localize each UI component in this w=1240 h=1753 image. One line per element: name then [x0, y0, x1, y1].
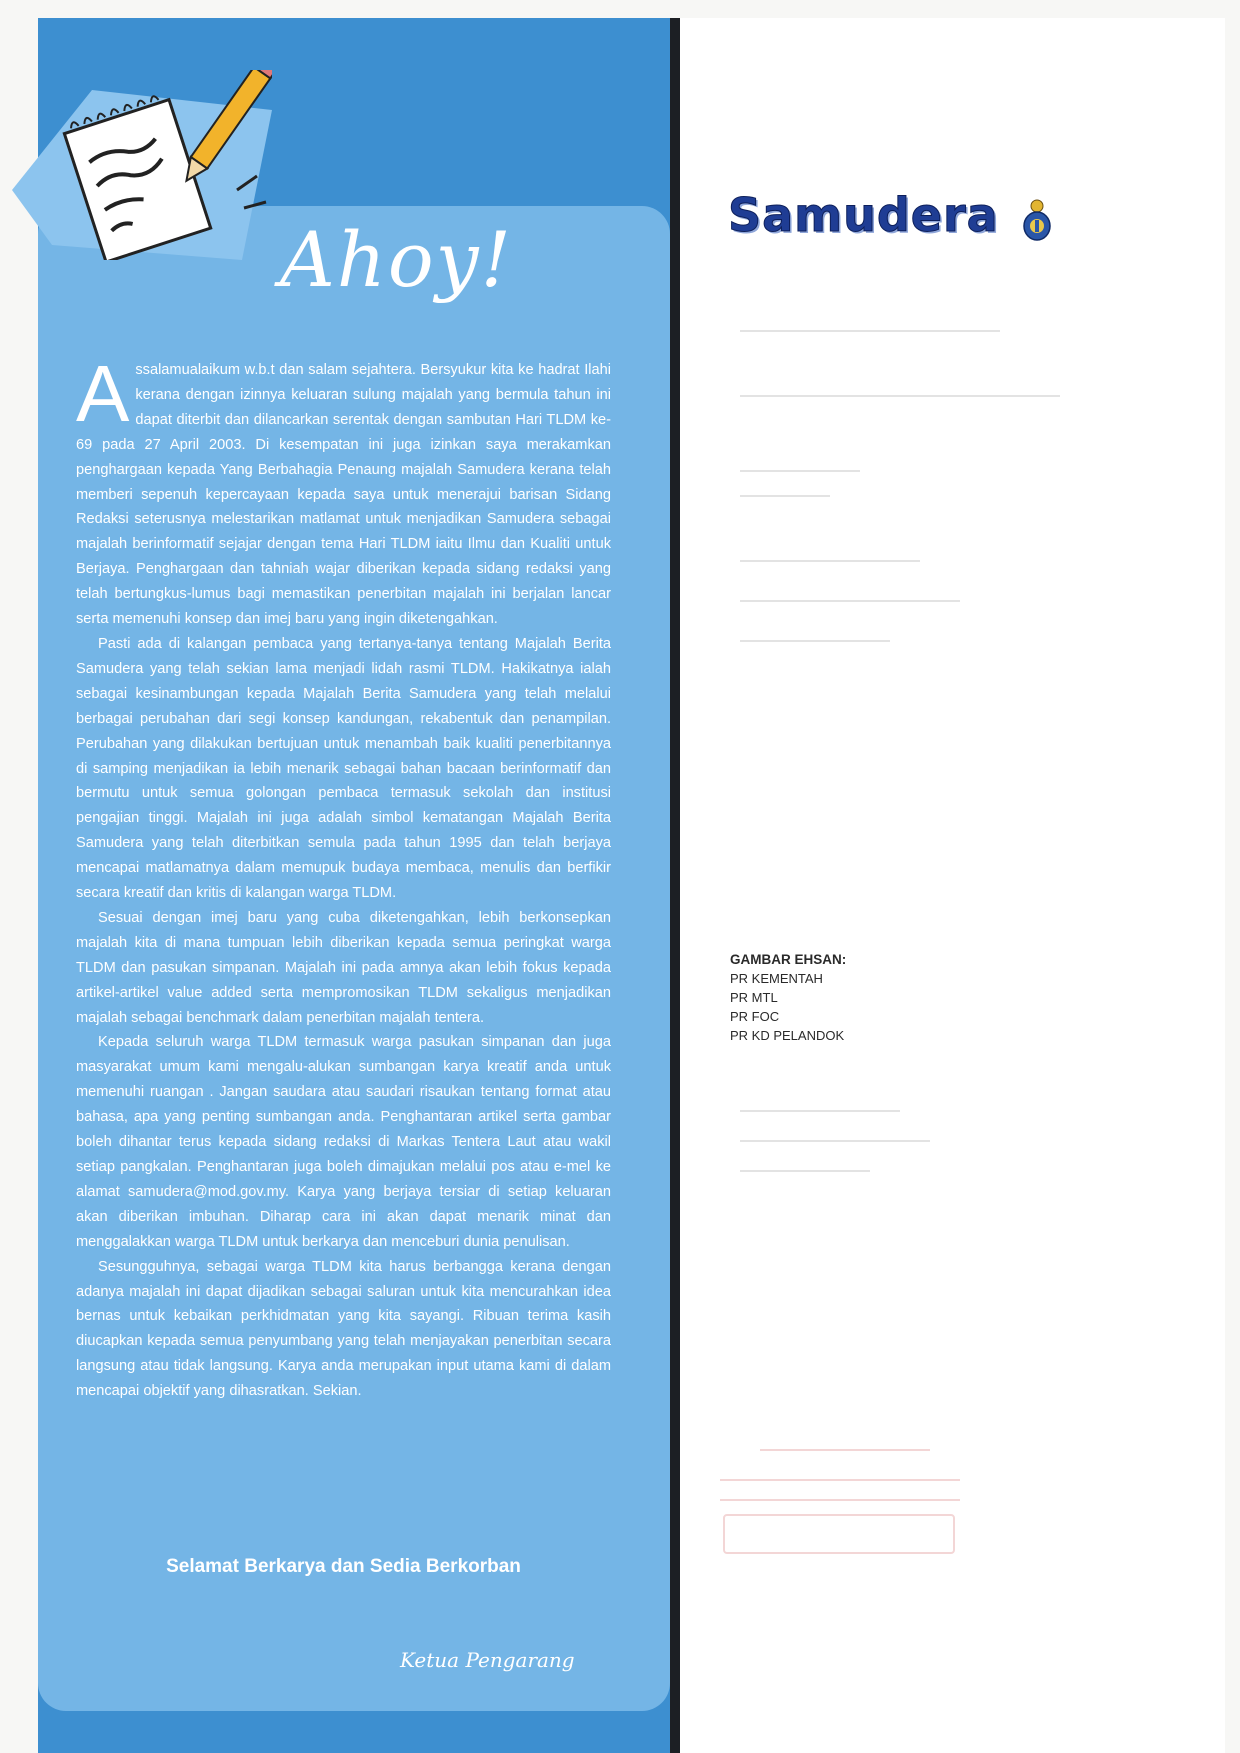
faded-text-line — [740, 1140, 930, 1142]
photo-credits — [730, 950, 846, 1045]
navy-crest-icon — [1020, 198, 1054, 242]
editorial-heading: Ahoy! — [280, 215, 514, 304]
samudera-logo: Samudera — [728, 188, 999, 242]
paragraph-1: Assalamualaikum w.b.t dan salam sejahtera. Bersyukur kita ke hadrat Ilahi kerana dengan izinnya keluaran sulung majalah yang bermula tahun ini dapat diterbit dan dilancarkan serentak dengan sambutan Hari TLDM ke-69 pada 27 April 2003. Di kesempatan ini juga izinkan saya merakamkan penghargaan kepada Yang Berbahagia Penaung majalah Samudera kerana telah memberi sepenuh kepercayaan kepada saya untuk menerajui barisan Sidang Redaksi seterusnya melestarikan matlamat untuk menjadikan Samudera sebagai majalah berinformatif sejajar dengan tema Hari TLDM iaitu Ilmu dan Kualiti untuk Berjaya. Penghargaan dan tahniah wajar diberikan kepada sidang redaksi yang telah bertungkus-lumus bagi memastikan penerbitan majalah ini berjalan lancar serta memenuhi konsep dan imej baru yang ingin diketengahkan. — [76, 349, 611, 628]
credits-heading: GAMBAR EHSAN: — [730, 952, 847, 967]
faded-stamp — [700, 1420, 990, 1560]
credit-item: PR MTL — [730, 990, 778, 1005]
faded-text-line — [740, 395, 1060, 397]
credit-item: PR FOC — [730, 1009, 780, 1024]
faded-text-line — [740, 600, 960, 602]
paragraph-3: Sesuai dengan imej baru yang cuba diketengahkan, lebih berkonsepkan majalah kita di mana tumpuan lebih diberikan kepada semua peringkat warga TLDM dan pasukan simpanan. Majalah ini pada amnya akan lebih fokus kepada artikel-artikel value added serta mempromosikan TLDM sekaligus menjadikan majalah sebagai benchmark dalam penerbitan majalah tentera. — [76, 909, 611, 1026]
notepad-pencil-illustration — [12, 70, 272, 260]
faded-text-line — [740, 1110, 900, 1112]
faded-text-line — [740, 495, 830, 497]
drop-cap: A — [76, 349, 130, 438]
credit-item: PR KEMENTAH — [730, 971, 823, 986]
credit-item: PR KD PELANDOK — [730, 1028, 845, 1043]
paragraph-4: Kepada seluruh warga TLDM termasuk warga pasukan simpanan dan juga masyarakat umum kami mengalu-alukan sumbangan karya kreatif anda untuk memenuhi ruangan . Jangan saudara atau saudari risaukan tentang format atau bahasa, apa yang penting sumbangan anda. Penghantaran artikel serta gambar boleh dihantar terus kepada sidang redaksi di Markas Tentera Laut atau wakil setiap pangkalan. Penghantaran juga boleh dimajukan melalui pos atau e-mel ke alamat samudera@mod.gov.my. Karya yang berjaya tersiar di setiap keluaran akan diberikan imbuhan. Diharap cara ini akan dapat menarik minat dan menggalakkan warga TLDM untuk berkarya dan menceburi dunia penulisan. — [76, 1034, 611, 1250]
faded-text-line — [740, 640, 890, 642]
closing-line: Selamat Berkarya dan Sedia Berkorban — [166, 1556, 521, 1577]
signature: Ketua Pengarang — [400, 1648, 575, 1672]
faded-text-line — [740, 1170, 870, 1172]
editorial-body — [76, 349, 611, 1404]
faded-text-line — [740, 470, 860, 472]
faded-text-line — [740, 330, 1000, 332]
paragraph-2: Pasti ada di kalangan pembaca yang tertanya-tanya tentang Majalah Berita Samudera yang telah sekian lama menjadi lidah rasmi TLDM. Hakikatnya ialah sebagai kesinambungan kepada Majalah Berita Samudera yang telah melalui berbagai perubahan dari segi konsep kandungan, rekabentuk dan penampilan. Perubahan yang dilakukan bertujuan untuk menambah baik kualiti penerbitannya di samping menjadikan ia lebih menarik sebagai bahan bacaan berinformatif dan bermutu untuk semua golongan pembaca termasuk sekolah dan institusi pengajian tinggi. Majalah ini juga adalah simbol kematangan Majalah Berita Samudera yang telah diterbitkan semula pada tahun 1995 dan telah berjaya mencapai matlamatnya dalam memupuk budaya membaca, menulis dan berfikir secara kreatif dan kritis di kalangan warga TLDM. — [76, 635, 611, 902]
faded-text-line — [740, 560, 920, 562]
paragraph-5: Sesungguhnya, sebagai warga TLDM kita harus berbangga kerana dengan adanya majalah ini dapat dijadikan sebagai saluran untuk kita mencurahkan idea bernas untuk kebaikan perkhidmatan yang kita sayangi. Ribuan terima kasih diucapkan kepada semua penyumbang yang telah menjayakan penerbitan secara langsung atau tidak langsung. Karya anda merupakan input utama kami di dalam mencapai objektif yang dihasratkan. Sekian. — [76, 1258, 611, 1400]
page-gutter — [670, 18, 680, 1753]
